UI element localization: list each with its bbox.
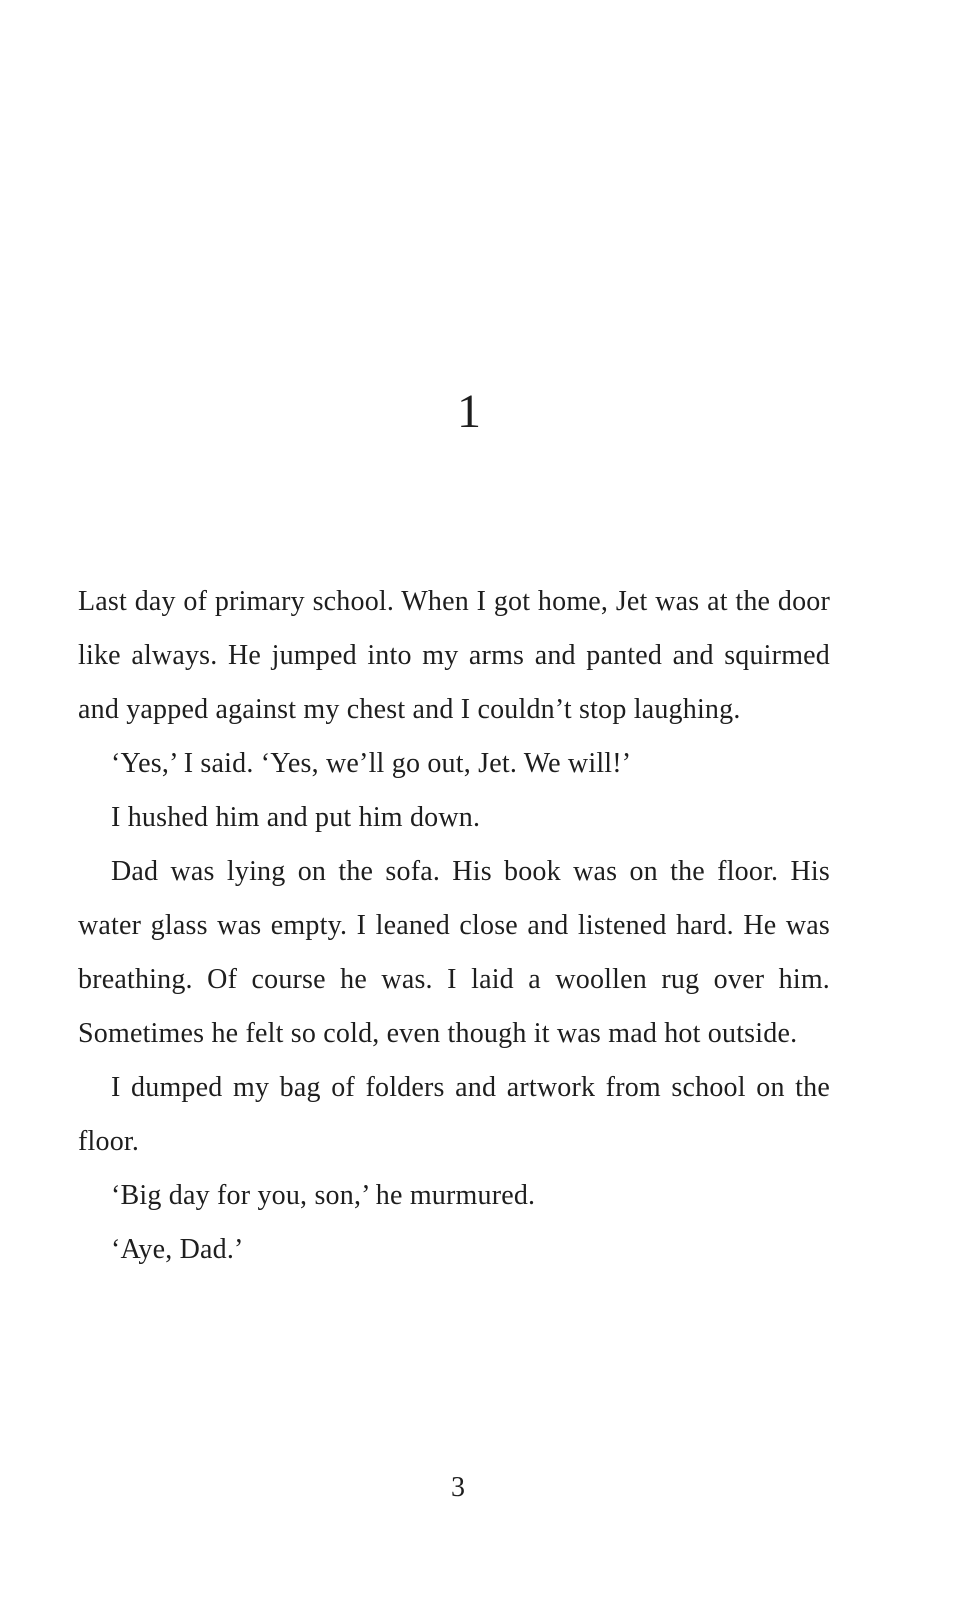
paragraph: Dad was lying on the sofa. His book was on the floor. His water glass was empty. I leaned close and listened hard. He was breathing. Of course he was. I laid a woollen rug over him. Sometimes he felt so cold, even though it was mad hot outside.: [78, 856, 830, 1049]
paragraph: ‘Aye, Dad.’: [111, 1234, 244, 1265]
paragraph: I dumped my bag of folders and artwork from school on the floor.: [78, 1072, 830, 1157]
page-number: 3: [451, 1472, 465, 1503]
paragraph: ‘Big day for you, son,’ he murmured.: [111, 1180, 536, 1211]
chapter-number: 1: [457, 385, 481, 438]
paragraph: ‘Yes,’ I said. ‘Yes, we’ll go out, Jet. We will!’: [111, 748, 632, 779]
chapter-body: [78, 575, 830, 1277]
paragraph: Last day of primary school. When I got home, Jet was at the door like always. He jumped into my arms and panted and squirmed and yapped against my chest and I couldn’t stop laughing.: [78, 586, 830, 725]
paragraph: I hushed him and put him down.: [111, 802, 481, 833]
